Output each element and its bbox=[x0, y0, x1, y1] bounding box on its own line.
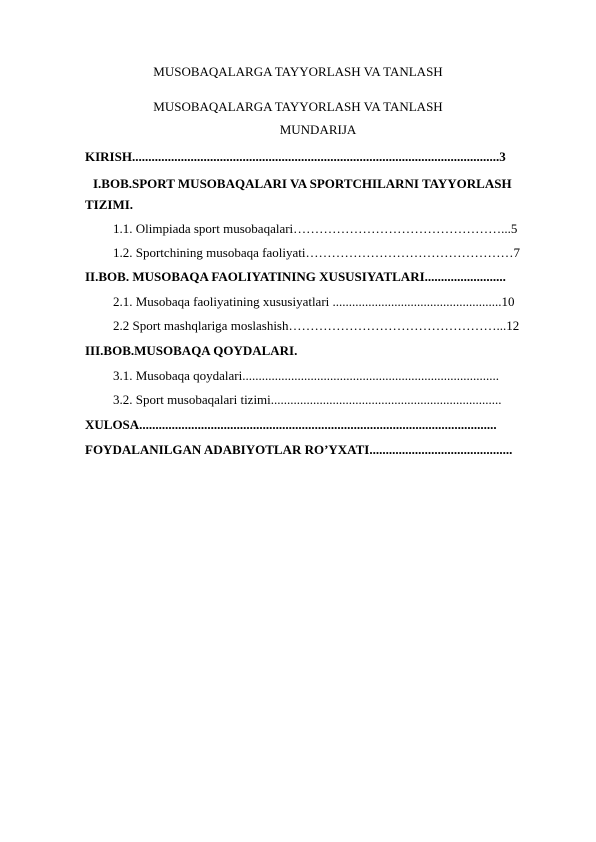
toc-bob3: III.BOB.MUSOBAQA QOYDALARI. bbox=[85, 343, 298, 358]
toc-item-1-1: 1.1. Olimpiada sport musobaqalari…………………………………………...5 bbox=[113, 221, 518, 236]
toc-item-3-2: 3.2. Sport musobaqalari tizimi....................................................................... bbox=[113, 392, 502, 407]
toc-adabiyot: FOYDALANILGAN ADABIYOTLAR RO’YXATI............................................ bbox=[85, 442, 513, 457]
header-title: MUSOBAQALARGA TAYYORLASH VA TANLASH bbox=[153, 64, 443, 79]
toc-item-1-2: 1.2. Sportchining musobaqa faoliyati…………………………………………7 bbox=[113, 245, 520, 260]
toc-item-2-1: 2.1. Musobaqa faoliyatining xususiyatlari ....................................................10 bbox=[113, 294, 515, 309]
toc-bob2: II.BOB. MUSOBAQA FAOLIYATINING XUSUSIYATLARI......................... bbox=[85, 269, 506, 284]
toc-xulosa: XULOSA.............................................................................................................. bbox=[85, 417, 497, 432]
contents-heading: MUNDARIJA bbox=[279, 122, 357, 137]
toc-item-2-2: 2.2 Sport mashqlariga moslashish…………………………………………...12 bbox=[113, 318, 520, 333]
toc-bob1-line2: TIZIMI. bbox=[85, 197, 134, 212]
toc-kirish: KIRISH.................................................................................................................3 bbox=[85, 149, 506, 164]
sub-title: MUSOBAQALARGA TAYYORLASH VA TANLASH bbox=[153, 99, 443, 114]
toc-item-3-1: 3.1. Musobaqa qoydalari............................................................................... bbox=[113, 368, 500, 383]
toc-bob1-line1: I.BOB.SPORT MUSOBAQALARI VA SPORTCHILARNI TAYYORLASH bbox=[93, 176, 512, 191]
